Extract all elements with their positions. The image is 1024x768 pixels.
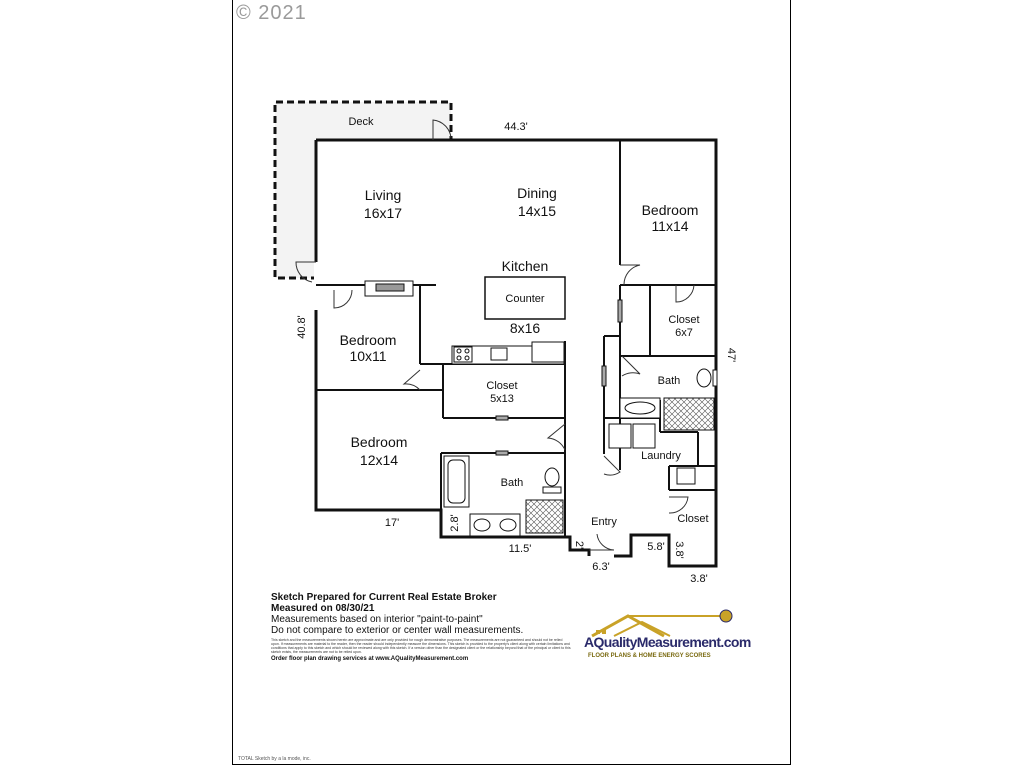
toilet-icon [545,468,559,486]
copyright-mark: © 2021 [236,2,307,24]
room-label-bath-2: Bath [500,477,524,489]
shower-icon [526,500,563,533]
room-size-closet-1: 6x7 [675,327,693,339]
room-label-laundry: Laundry [641,450,681,462]
room-label-bath-1: Bath [657,375,681,387]
label-counter: Counter [505,293,545,305]
room-size-dining: 14x15 [517,203,557,219]
fridge-icon [532,342,564,362]
room-label-closet-3: Closet [677,513,709,525]
footer-credit: TOTAL Sketch by a la mode, inc. [238,756,311,762]
sink-icon [491,348,507,360]
room-size-bedroom-2: 10x11 [349,348,387,364]
room-label-bedroom-3: Bedroom [350,434,408,450]
notes-order-link: Order floor plan drawing services at www.AQualityMeasurement.com [271,656,469,662]
room-label-closet-1: Closet [668,314,700,326]
notes-warning: Do not compare to exterior or center wall measurements. [271,625,524,636]
dim-bottom-mid: 11.5' [508,543,532,555]
room-label-entry: Entry [591,516,617,528]
dim-step-1: 2.8' [449,514,461,532]
logo-brand-text: AQualityMeasurement.com [584,634,751,650]
dim-step-3: 5.8' [647,541,665,553]
room-label-closet-2: Closet [486,380,518,392]
dim-bottom-left: 17' [384,517,400,529]
room-labels [340,116,709,528]
company-logo [584,608,751,674]
room-size-kitchen: 8x16 [509,320,541,336]
deck-area [275,102,451,278]
room-size-closet-2: 5x13 [490,393,514,405]
notes-disclaimer: This sketch and the measurements shown herein are approximate and are only provided for rough demonstrative purposes. The measurements are not guaranteed and should not be relied upon. If measurements are material to the reader, then the reader should independently measure the dimensions. This sketch is provided to the property's client along with certain limitations and conditions that apply to this sketch and which should be reviewed along with this sketch. If a version other than the designated client or the relationship beyond that of the principal or client to this sketch exists, the measurements are not to be relied upon. [271,638,571,654]
room-label-dining: Dining [517,185,557,201]
dim-entry-width: 6.3' [592,561,610,573]
dim-step-2: 2' [573,540,585,550]
stove-icon [454,347,472,362]
notes-title: Sketch Prepared for Current Real Estate Broker [271,592,497,603]
dim-left: 40.8' [296,315,308,339]
shower2-icon [664,398,714,430]
room-label-kitchen: Kitchen [501,258,549,274]
room-size-bedroom-3: 12x14 [359,452,399,468]
sketch-notes [271,592,571,662]
logo-tagline: FLOOR PLANS & HOME ENERGY SCORES [588,653,711,659]
washer-icon [609,424,631,448]
notes-measure-basis: Measurements based on interior "paint-to-paint" [271,614,483,625]
laundry-sink-icon [677,468,695,484]
fixtures [365,277,717,536]
room-size-living: 16x17 [363,205,403,221]
notes-date: Measured on 08/30/21 [271,603,375,614]
room-label-bedroom-1: Bedroom [641,202,699,218]
dryer-icon [633,424,655,448]
dim-step-4: 3.8' [673,541,685,559]
dim-top: 44.3' [504,121,528,133]
room-size-bedroom-1: 11x14 [651,218,689,234]
dim-right: 47' [725,347,737,363]
toilet2-icon [697,369,711,387]
room-label-living: Living [364,187,402,203]
room-label-deck: Deck [348,116,374,128]
room-label-bedroom-2: Bedroom [339,332,397,348]
dim-bottom-right: 3.8' [690,573,708,585]
